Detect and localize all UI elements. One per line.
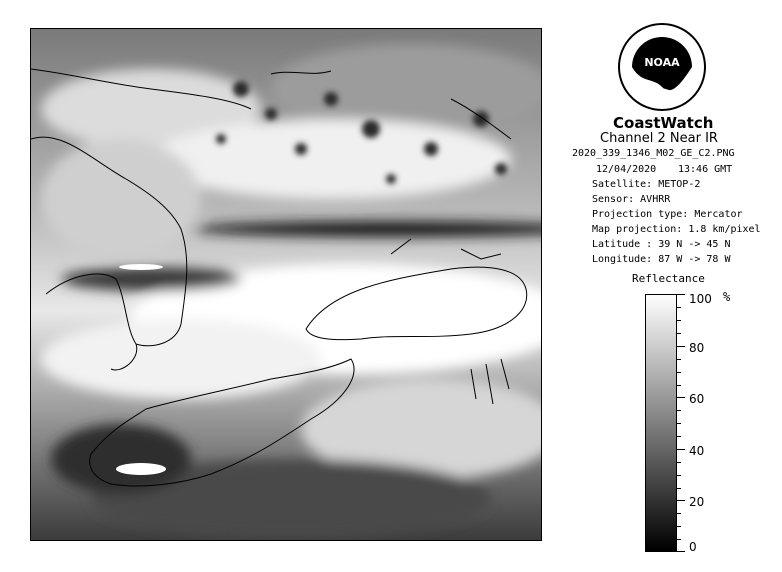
colorbar-tick-label: 100 — [689, 292, 712, 306]
colorbar-title: Reflectance — [632, 272, 705, 285]
channel-label: Channel 2 Near IR — [600, 131, 718, 146]
brand-title: CoastWatch — [613, 114, 714, 132]
projection-type-label: Projection type: Mercator — [592, 209, 743, 220]
colorbar-tick-label: 40 — [689, 444, 705, 458]
colorbar-gradient — [645, 294, 677, 552]
longitude-label: Longitude: 87 W -> 78 W — [592, 254, 731, 265]
satellite-image — [30, 28, 542, 541]
colorbar — [645, 292, 712, 554]
sensor-label: Sensor: AVHRR — [592, 194, 671, 205]
svg-text:NOAA: NOAA — [644, 56, 680, 69]
noaa-logo — [617, 22, 707, 112]
latitude-label: Latitude : 39 N -> 45 N — [592, 239, 731, 250]
colorbar-tick-label: 60 — [689, 392, 705, 406]
colorbar-tick-label: 0 — [689, 540, 697, 554]
satellite-label: Satellite: METOP-2 — [592, 179, 701, 190]
colorbar-tick-label: 80 — [689, 341, 705, 355]
filename-label: 2020_339_1346_M02_GE_C2.PNG — [572, 148, 735, 159]
date-label: 12/04/2020 — [596, 164, 657, 175]
colorbar-tick-label: 20 — [689, 495, 705, 509]
info-panel — [560, 0, 782, 572]
colorbar-unit: % — [723, 290, 731, 304]
time-label: 13:46 GMT — [678, 164, 733, 175]
map-projection-label: Map projection: 1.8 km/pixel — [592, 224, 761, 235]
colorbar-tick — [677, 294, 685, 295]
